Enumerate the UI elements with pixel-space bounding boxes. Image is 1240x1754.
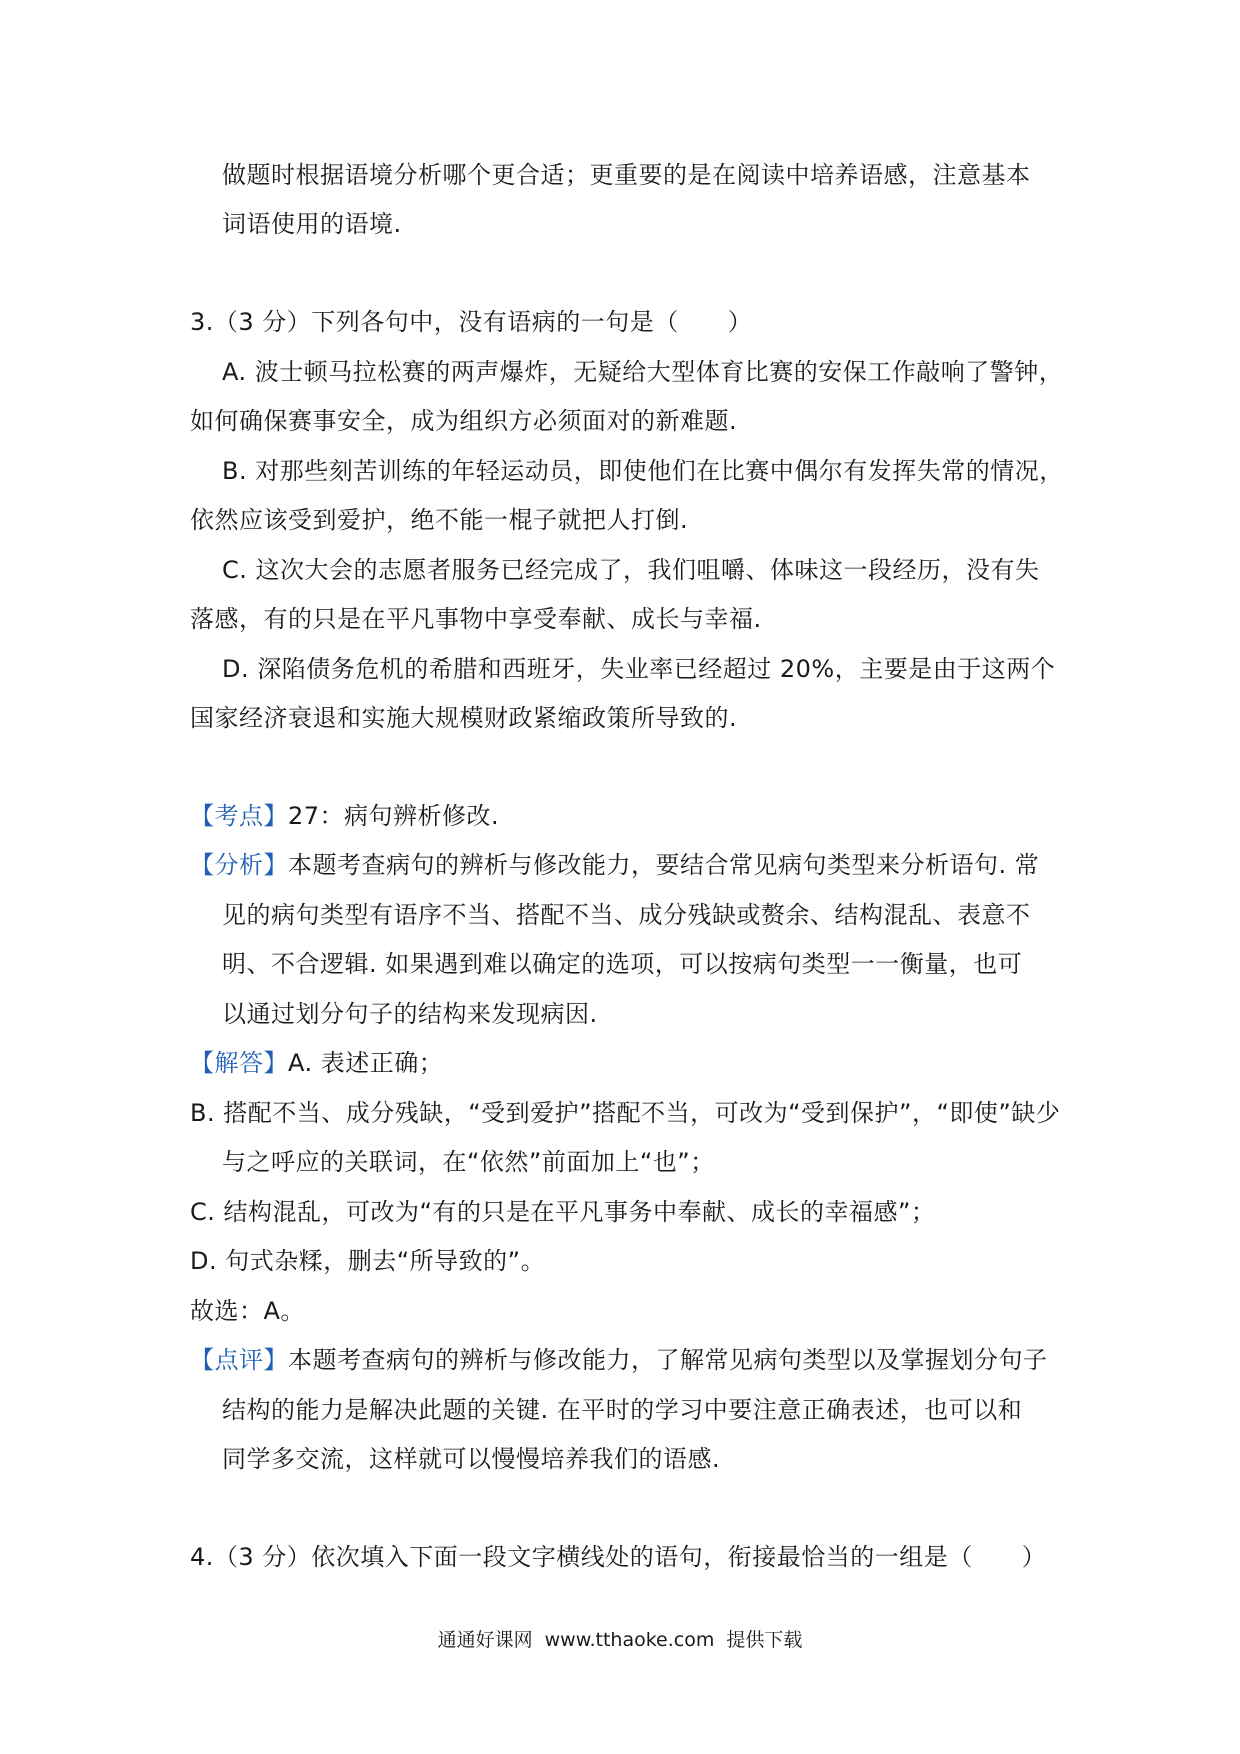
jieda-tag: 【解答】	[190, 1049, 288, 1077]
dianping-line-3: 同学多交流，这样就可以慢慢培养我们的语感.	[222, 1445, 721, 1473]
footer-suffix: 提供下载	[726, 1629, 803, 1651]
page-footer	[0, 1626, 1240, 1654]
question-3-option-a-line-1: A. 波士顿马拉松赛的两声爆炸，无疑给大型体育比赛的安保工作敲响了警钟，	[222, 358, 1064, 386]
question-3-option-a-line-2: 如何确保赛事安全，成为组织方必须面对的新难题.	[190, 407, 738, 435]
question-3-option-d-line-1: D. 深陷债务危机的希腊和西班牙，失业率已经超过 20%，主要是由于这两个	[222, 655, 1056, 683]
fenxi-line-3: 明、不合逻辑. 如果遇到难以确定的选项，可以按病句类型一一衡量，也可	[222, 950, 1023, 978]
jieda-d: D. 句式杂糅，删去“所导致的”。	[190, 1247, 546, 1275]
jieda-c: C. 结构混乱，可改为“有的只是在平凡事务中奉献、成长的幸福感”；	[190, 1198, 936, 1226]
question-4-stem: 4.（3 分）依次填入下面一段文字横线处的语句，衔接最恰当的一组是（ ）	[190, 1543, 1047, 1571]
footer-url[interactable]: www.tthaoke.com	[544, 1629, 715, 1651]
fenxi-line-4: 以通过划分句子的结构来发现病因.	[222, 1000, 598, 1028]
kaodian-tag: 【考点】	[190, 802, 288, 830]
jieda-b-line-2: 与之呼应的关联词，在“依然”前面加上“也”；	[222, 1148, 715, 1176]
question-3-option-b-line-2: 依然应该受到爱护，绝不能一棍子就把人打倒.	[190, 506, 689, 534]
dianping-line-1: 本题考查病句的辨析与修改能力，了解常见病句类型以及掌握划分句子	[288, 1346, 1048, 1374]
jieda-section	[190, 1046, 443, 1080]
fenxi-tag: 【分析】	[190, 851, 288, 879]
fenxi-line-2: 见的病句类型有语序不当、搭配不当、成分残缺或赘余、结构混乱、表意不	[222, 901, 1031, 929]
prev-explanation-line-2: 词语使用的语境.	[222, 210, 402, 238]
footer-site-name: 通通好课网	[437, 1629, 533, 1651]
dianping-section	[190, 1343, 1048, 1377]
kaodian-section	[190, 799, 499, 833]
jieda-answer: 故选：A。	[190, 1297, 305, 1325]
fenxi-line-1: 本题考查病句的辨析与修改能力，要结合常见病句类型来分析语句. 常	[288, 851, 1040, 879]
question-3-stem: 3.（3 分）下列各句中，没有语病的一句是（ ）	[190, 308, 753, 336]
prev-explanation-line-1: 做题时根据语境分析哪个更合适；更重要的是在阅读中培养语感，注意基本	[222, 161, 1031, 189]
fenxi-section	[190, 848, 1039, 882]
kaodian-text: 27：病句辨析修改.	[288, 802, 500, 830]
dianping-line-2: 结构的能力是解决此题的关键. 在平时的学习中要注意正确表述，也可以和	[222, 1396, 1023, 1424]
question-3-option-d-line-2: 国家经济衰退和实施大规模财政紧缩政策所导致的.	[190, 704, 738, 732]
question-3-option-c-line-2: 落感，有的只是在平凡事物中享受奉献、成长与幸福.	[190, 605, 762, 633]
question-3-option-c-line-1: C. 这次大会的志愿者服务已经完成了，我们咀嚼、体味这一段经历，没有失	[222, 556, 1040, 584]
dianping-tag: 【点评】	[190, 1346, 288, 1374]
jieda-a: A. 表述正确；	[288, 1049, 444, 1077]
jieda-b-line-1: B. 搭配不当、成分残缺，“受到爱护”搭配不当，可改为“受到保护”，“即使”缺少	[190, 1099, 1061, 1127]
question-3-option-b-line-1: B. 对那些刻苦训练的年轻运动员，即使他们在比赛中偶尔有发挥失常的情况，	[222, 457, 1064, 485]
